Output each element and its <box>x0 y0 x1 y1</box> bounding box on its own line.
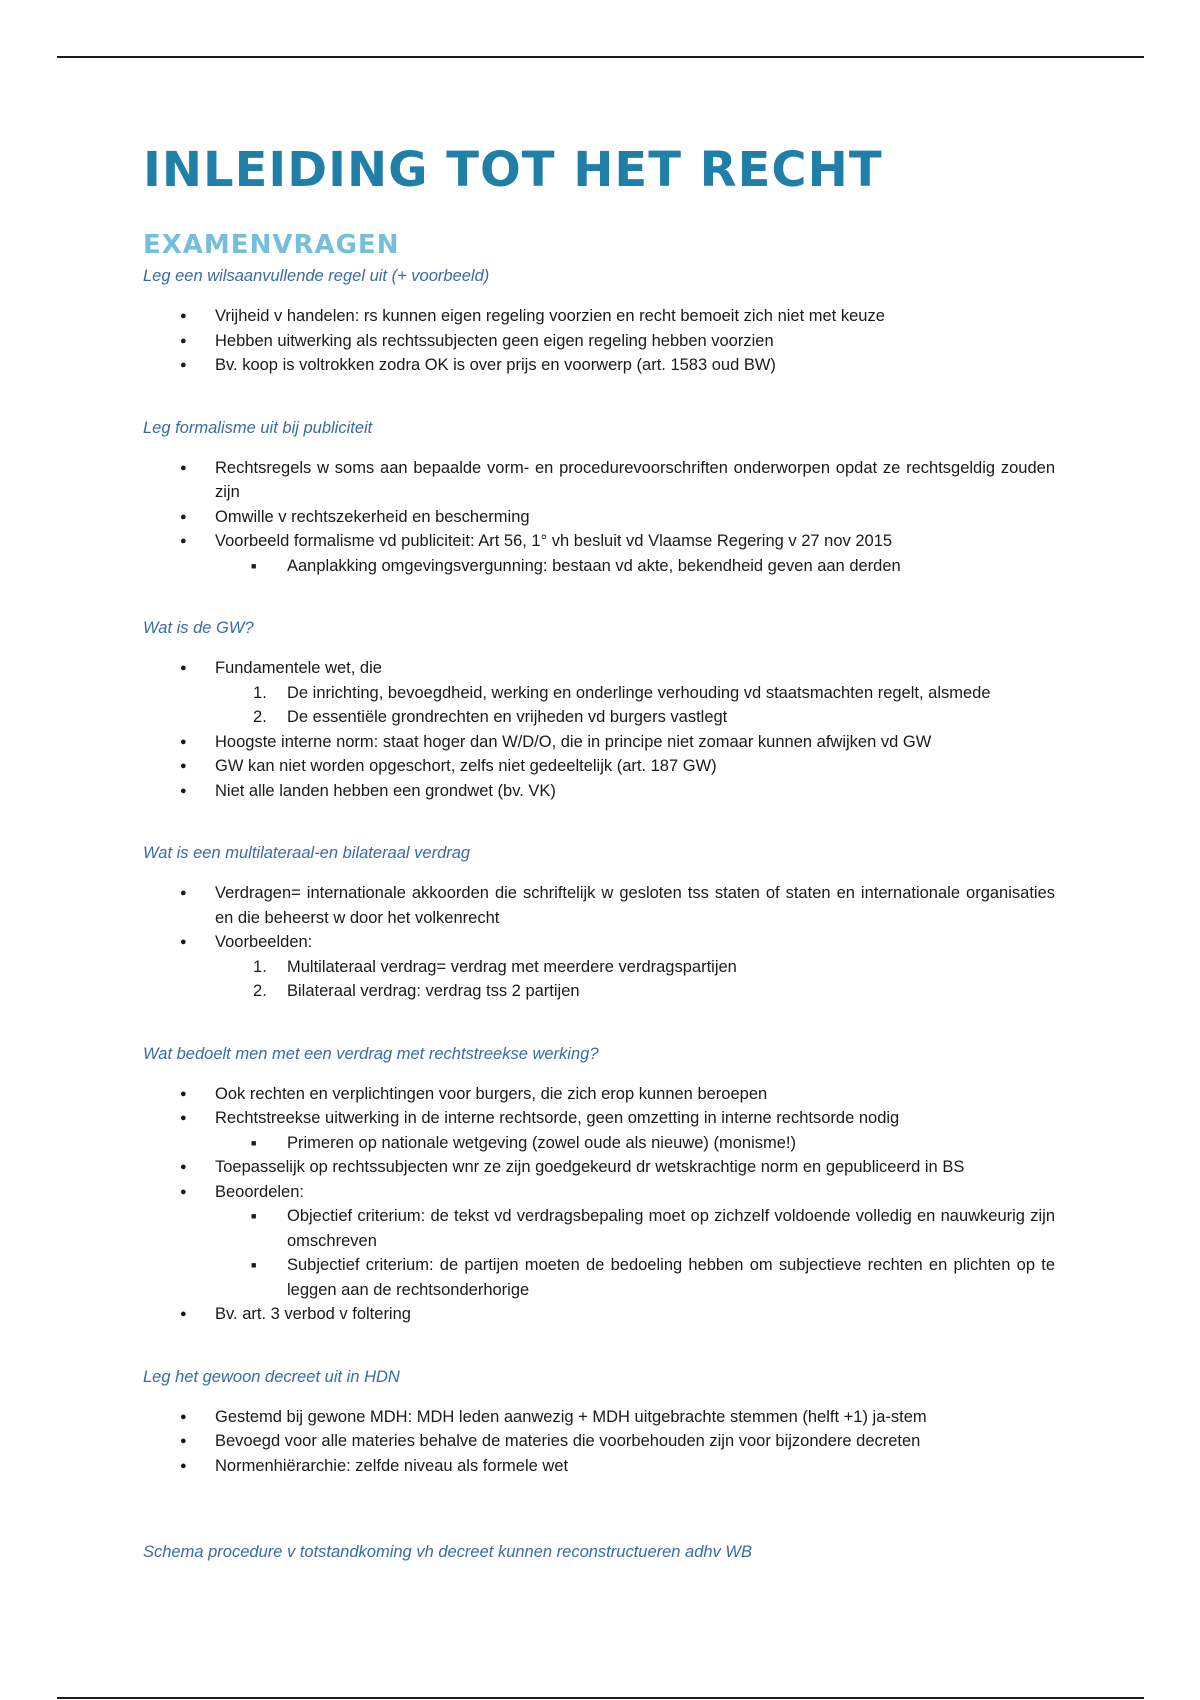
question-heading: Leg een wilsaanvullende regel uit (+ voorbeeld) <box>143 267 490 285</box>
sub-bullet-list <box>215 1131 1055 1156</box>
bullet-list <box>143 304 1055 378</box>
bullet-list <box>143 1405 1055 1479</box>
question-section <box>143 1365 1055 1479</box>
numbered-sub-list <box>215 955 1055 1004</box>
document-subtitle: EXAMENVRAGEN <box>143 230 400 260</box>
question-heading: Schema procedure v totstandkoming vh decreet kunnen reconstructueren adhv WB <box>143 1543 753 1561</box>
list-item: ● Omwille v rechtszekerheid en bescherming <box>143 505 1055 530</box>
question-heading: Wat is een multilateraal-en bilateraal verdrag <box>143 844 471 862</box>
list-item: ● Toepasselijk op rechtssubjecten wnr ze zijn goedgekeurd dr wetskrachtige norm en gepubliceerd in BS <box>143 1155 1055 1180</box>
question-section <box>143 264 1055 378</box>
sub-list-item: ■ Primeren op nationale wetgeving (zowel oude als nieuwe) (monisme!) <box>215 1131 1055 1156</box>
list-item-text: Voorbeeld formalisme vd publiciteit: Art 56, 1° vh besluit vd Vlaamse Regering v 27 nov 2015 <box>215 532 893 550</box>
sub-list-item: De inrichting, bevoegdheid, werking en onderlinge verhouding vd staatsmachten regelt, alsmede <box>287 683 991 702</box>
question-heading: Wat bedoelt men met een verdrag met rechtstreekse werking? <box>143 1044 599 1063</box>
list-item: ● Hebben uitwerking als rechtssubjecten geen eigen regeling hebben voorzien <box>143 329 1055 354</box>
list-item <box>143 656 1055 730</box>
list-item <box>143 1180 1055 1303</box>
question-heading: Wat is de GW? <box>143 619 254 637</box>
top-rule <box>57 56 1144 58</box>
question-section <box>143 1042 1055 1327</box>
list-item-text: Fundamentele wet, die <box>215 659 382 677</box>
bottom-rule <box>57 1697 1144 1699</box>
sub-list-item: Bilateraal verdrag: verdrag tss 2 partijen <box>287 982 580 1000</box>
list-item-text: Beoordelen: <box>215 1182 304 1201</box>
list-item: ● Gestemd bij gewone MDH: MDH leden aanwezig + MDH uitgebrachte stemmen (helft +1) ja-stem <box>143 1405 1055 1430</box>
list-item: ● GW kan niet worden opgeschort, zelfs niet gedeeltelijk (art. 187 GW) <box>143 754 1055 779</box>
list-item: ● Bevoegd voor alle materies behalve de materies die voorbehouden zijn voor bijzondere decreten <box>143 1429 1055 1454</box>
list-item: ● Ook rechten en verplichtingen voor burgers, die zich erop kunnen beroepen <box>143 1082 1055 1107</box>
list-item: ● Bv. art. 3 verbod v foltering <box>143 1302 1055 1327</box>
list-item: ● Verdragen= internationale akkoorden die schriftelijk w gesloten tss staten of staten en internationale organisaties en die beheerst w door het volkenrecht <box>143 881 1055 930</box>
sub-list-item: ■ Subjectief criterium: de partijen moeten de bedoeling hebben om subjectieve rechten en plichten op te leggen aan de rechtsonderhorige <box>215 1253 1055 1302</box>
list-item <box>143 930 1055 1004</box>
list-item: ● Rechtsregels w soms aan bepaalde vorm- en procedurevoorschriften onderworpen opdat ze rechtsgeldig zouden zijn <box>143 456 1055 505</box>
numbered-sub-list <box>215 681 1055 730</box>
question-section <box>143 416 1055 579</box>
sub-list-item: ■ Aanplakking omgevingsvergunning: bestaan vd akte, bekendheid geven aan derden <box>215 554 1055 579</box>
sub-bullet-list <box>215 554 1055 579</box>
list-item-text: Rechtstreekse uitwerking in de interne rechtsorde, geen omzetting in interne rechtsorde nodig <box>215 1109 900 1127</box>
question-section <box>143 841 1055 1004</box>
bullet-list <box>143 881 1055 1004</box>
list-item: ● Bv. koop is voltrokken zodra OK is over prijs en voorwerp (art. 1583 oud BW) <box>143 353 1055 378</box>
list-item: ● Hoogste interne norm: staat hoger dan W/D/O, die in principe niet zomaar kunnen afwijken vd GW <box>143 730 1055 755</box>
document-title: INLEIDING TOT HET RECHT <box>143 142 883 198</box>
sub-list-item: De essentiële grondrechten en vrijheden vd burgers vastlegt <box>287 708 728 726</box>
document-body <box>143 140 1055 1602</box>
list-item <box>143 529 1055 578</box>
bullet-list <box>143 656 1055 803</box>
bullet-list <box>143 1082 1055 1327</box>
question-section <box>143 1540 1055 1564</box>
question-heading: Leg het gewoon decreet uit in HDN <box>143 1367 400 1386</box>
sub-list-item: ■ Objectief criterium: de tekst vd verdragsbepaling moet op zichzelf voldoende volledig en nauwkeurig zijn omschreven <box>215 1204 1055 1253</box>
list-item: ● Normenhiërarchie: zelfde niveau als formele wet <box>143 1454 1055 1479</box>
sub-list-item: Multilateraal verdrag= verdrag met meerdere verdragspartijen <box>287 957 737 976</box>
bullet-list <box>143 456 1055 579</box>
question-heading: Leg formalisme uit bij publiciteit <box>143 418 373 437</box>
list-item: ● Niet alle landen hebben een grondwet (bv. VK) <box>143 779 1055 804</box>
list-item: ● Vrijheid v handelen: rs kunnen eigen regeling voorzien en recht bemoeit zich niet met keuze <box>143 304 1055 329</box>
list-item-text: Voorbeelden: <box>215 933 313 951</box>
list-item <box>143 1106 1055 1155</box>
sub-bullet-list <box>215 1204 1055 1302</box>
question-section <box>143 616 1055 803</box>
